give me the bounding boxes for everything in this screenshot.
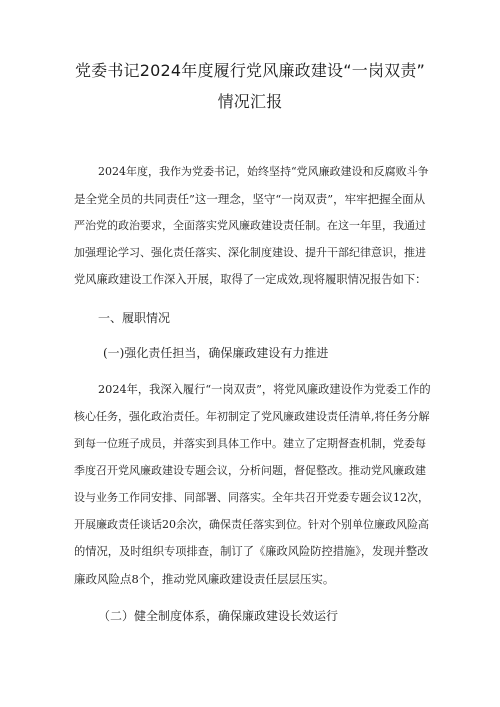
intro-line-4: 加强理论学习、强化责任落实、深化制度建设、提升干部纪律意识，推进	[74, 246, 426, 259]
body-line-7: 的情况，及时组织专项排查，制订了《廉政风险防控措施》，发现并整改	[74, 545, 429, 558]
intro-line-1: 2024年度，我作为党委书记，始终坚持“党风廉政建设和反腐败斗争	[98, 165, 429, 178]
body-line-5: 设与业务工作同安排、同部署、同落实。全年共召开党委专题会议12次，	[74, 491, 429, 504]
body-line-4: 季度召开党风廉政建设专题会议，分析问题，督促整改。推动党风廉政建	[74, 464, 426, 477]
subsection-heading-1: (一)强化责任担当，确保廉政建设有力推进	[103, 346, 329, 360]
section-heading-1: 一、履职情况	[98, 311, 171, 325]
document-title-line-2: 情况汇报	[217, 92, 283, 111]
document-title-line-1: 党委书记2024年度履行党风廉政建设“一岗双责”	[74, 61, 426, 80]
intro-line-5: 党风廉政建设工作深入开展，取得了一定成效,现将履职情况报告如下：	[74, 273, 427, 286]
body-line-8: 廉政风险点8个，推动党风廉政建设责任层层压实。	[74, 572, 335, 586]
body-line-6: 开展廉政责任谈话20余次，确保责任落实到位。针对个别单位廉政风险高	[74, 518, 429, 531]
body-line-1: 2024年，我深入履行“一岗双责”，将党风廉政建设作为党委工作的	[98, 383, 431, 396]
subsection-heading-2: （二）健全制度体系，确保廉政建设长效运行	[98, 609, 339, 623]
body-line-3: 到每一位班子成员，并落实到具体工作中。建立了定期督查机制，党委每	[74, 437, 426, 450]
body-line-2: 核心任务，强化政治责任。年初制定了党风廉政建设责任清单,将任务分解	[74, 410, 430, 423]
intro-line-3: 严治党的政治要求，全面落实党风廉政建设责任制。在这一年里，我通过	[74, 219, 426, 232]
intro-line-2: 是全党全员的共同责任”这一理念，坚守“一岗双责”，牢牢把握全面从	[74, 192, 426, 206]
